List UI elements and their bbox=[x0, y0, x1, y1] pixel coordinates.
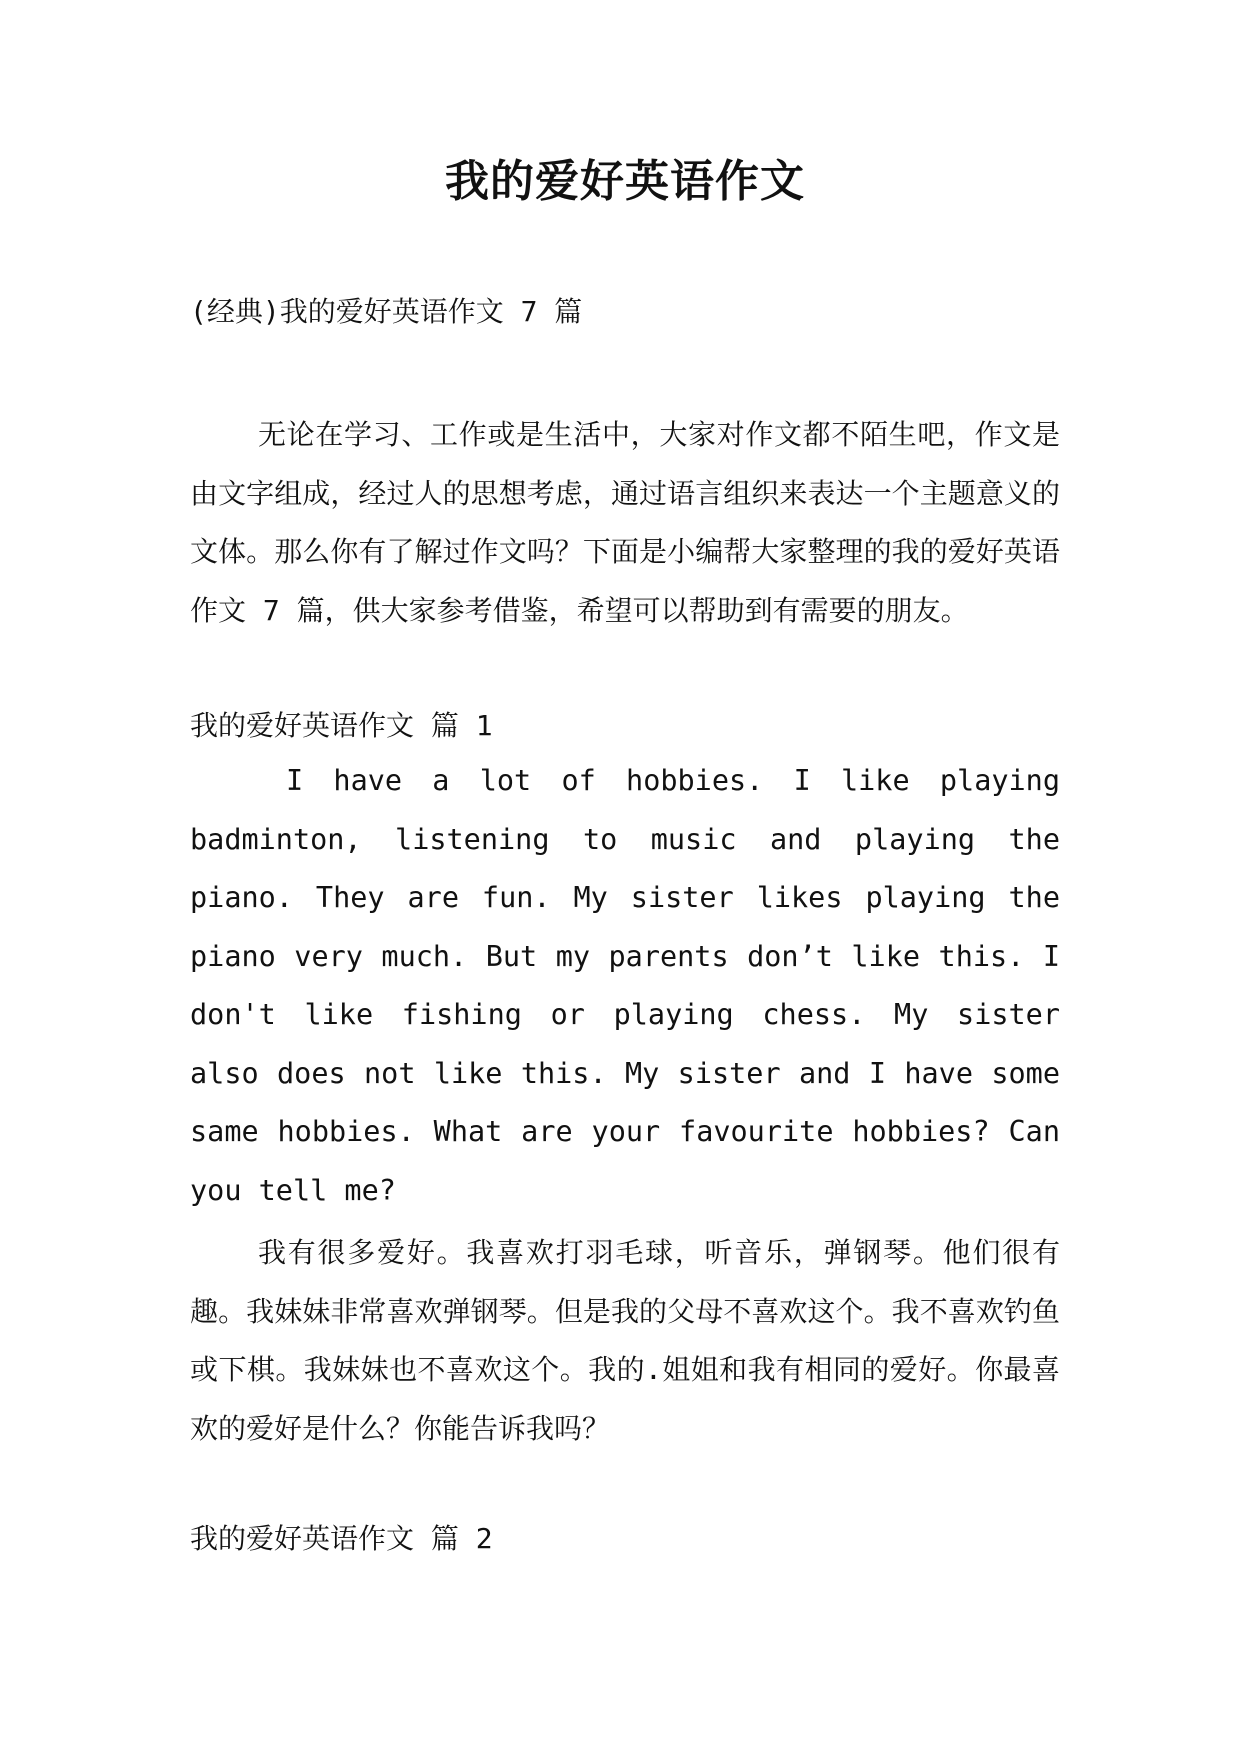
document-subtitle: (经典)我的爱好英语作文 7 篇 bbox=[190, 295, 583, 328]
section-1-chinese-paragraph: 我有很多爱好。我喜欢打羽毛球，听音乐，弹钢琴。他们很有趣。我妹妹非常喜欢弹钢琴。但是我的父母不喜欢这个。我不喜欢钓鱼或下棋。我妹妹也不喜欢这个。我的.姐姐和我有相同的爱好。你最喜欢的爱好是什么？你能告诉我吗？ bbox=[190, 1236, 1060, 1445]
document-title: 我的爱好英语作文 bbox=[445, 156, 805, 207]
section-heading-2: 我的爱好英语作文 篇 2 bbox=[190, 1522, 493, 1555]
section-heading-1: 我的爱好英语作文 篇 1 bbox=[190, 709, 493, 742]
intro-paragraph: 无论在学习、工作或是生活中，大家对作文都不陌生吧，作文是由文字组成，经过人的思想考虑，通过语言组织来表达一个主题意义的文体。那么你有了解过作文吗？下面是小编帮大家整理的我的爱好英语作文 7 篇，供大家参考借鉴，希望可以帮助到有需要的朋友。 bbox=[190, 418, 1060, 627]
section-1-english-paragraph: I have a lot of hobbies. I like playing badminton, listening to music and playing the piano. They are fun. My sister likes playing the piano very much. But my parents don’t like this. I don't like fishing or playing chess. My sister also does not like this. My sister and I have some same hobbies. What are your favourite hobbies? Can you tell me? bbox=[190, 764, 1060, 1207]
document-page bbox=[190, 0, 1060, 1754]
